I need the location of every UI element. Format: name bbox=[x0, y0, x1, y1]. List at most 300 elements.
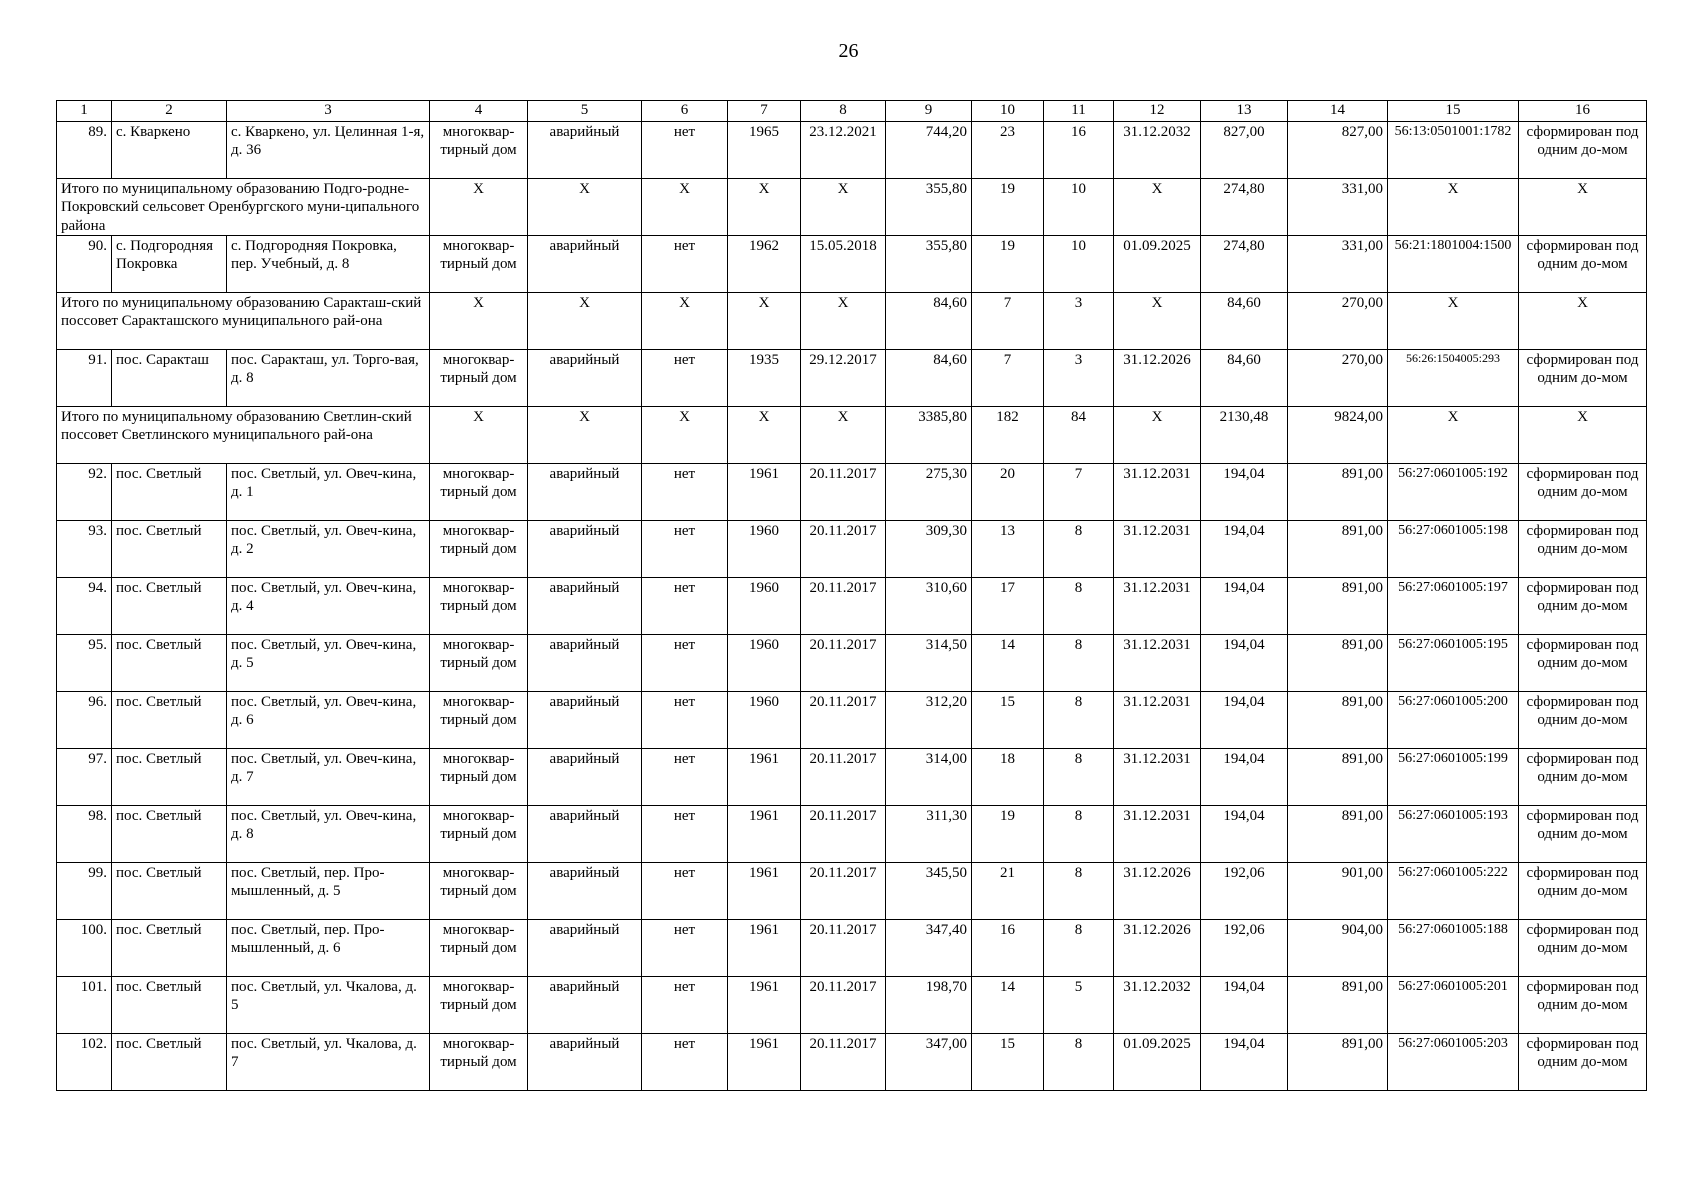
address: пос. Светлый, ул. Чкалова, д. 5 bbox=[227, 977, 430, 1034]
col6-value: нет bbox=[642, 863, 728, 920]
building-type: многоквар-тирный дом bbox=[430, 578, 528, 635]
settlement: пос. Светлый bbox=[112, 521, 227, 578]
table-row bbox=[57, 1034, 1647, 1091]
recognition-date: 15.05.2018 bbox=[801, 236, 886, 293]
col6-value: нет bbox=[642, 521, 728, 578]
area-value: 744,20 bbox=[886, 122, 972, 179]
area-value: 355,80 bbox=[886, 236, 972, 293]
subtotal-area: 355,80 bbox=[886, 179, 972, 236]
units-count: 7 bbox=[1044, 464, 1114, 521]
table-row bbox=[57, 806, 1647, 863]
cadastral-number: 56:27:0601005:188 bbox=[1388, 920, 1519, 977]
area-value: 345,50 bbox=[886, 863, 972, 920]
recognition-date: 20.11.2017 bbox=[801, 806, 886, 863]
recognition-date: 20.11.2017 bbox=[801, 635, 886, 692]
subtotal-residents: 7 bbox=[972, 293, 1044, 350]
col13-value: 194,04 bbox=[1201, 1034, 1288, 1091]
cell-x: Х bbox=[1114, 179, 1201, 236]
settlement: пос. Светлый bbox=[112, 578, 227, 635]
table-row bbox=[57, 122, 1647, 179]
cadastral-number: 56:27:0601005:201 bbox=[1388, 977, 1519, 1034]
build-year: 1960 bbox=[728, 521, 801, 578]
building-type: многоквар-тирный дом bbox=[430, 806, 528, 863]
col13-value: 194,04 bbox=[1201, 749, 1288, 806]
residents-count: 16 bbox=[972, 920, 1044, 977]
planned-date: 31.12.2026 bbox=[1114, 920, 1201, 977]
col6-value: нет bbox=[642, 749, 728, 806]
cadastral-number: 56:27:0601005:203 bbox=[1388, 1034, 1519, 1091]
row-number: 96. bbox=[57, 692, 112, 749]
cadastral-number: 56:27:0601005:197 bbox=[1388, 578, 1519, 635]
col6-value: нет bbox=[642, 1034, 728, 1091]
condition-status: аварийный bbox=[528, 122, 642, 179]
land-status: сформирован под одним до-мом bbox=[1519, 350, 1647, 407]
column-header: 16 bbox=[1519, 101, 1647, 122]
cell-x: Х bbox=[1519, 179, 1647, 236]
row-number: 90. bbox=[57, 236, 112, 293]
planned-date: 31.12.2031 bbox=[1114, 692, 1201, 749]
col6-value: нет bbox=[642, 920, 728, 977]
recognition-date: 20.11.2017 bbox=[801, 1034, 886, 1091]
address: пос. Светлый, пер. Про-мышленный, д. 5 bbox=[227, 863, 430, 920]
recognition-date: 20.11.2017 bbox=[801, 521, 886, 578]
units-count: 8 bbox=[1044, 521, 1114, 578]
cell-x: Х bbox=[642, 407, 728, 464]
build-year: 1961 bbox=[728, 749, 801, 806]
building-type: многоквар-тирный дом bbox=[430, 863, 528, 920]
planned-date: 01.09.2025 bbox=[1114, 236, 1201, 293]
column-header: 7 bbox=[728, 101, 801, 122]
planned-date: 01.09.2025 bbox=[1114, 1034, 1201, 1091]
residents-count: 19 bbox=[972, 806, 1044, 863]
residents-count: 15 bbox=[972, 1034, 1044, 1091]
col13-value: 194,04 bbox=[1201, 635, 1288, 692]
table-row bbox=[57, 464, 1647, 521]
planned-date: 31.12.2031 bbox=[1114, 635, 1201, 692]
row-number: 98. bbox=[57, 806, 112, 863]
col14-value: 270,00 bbox=[1288, 350, 1388, 407]
settlement: с. Кваркено bbox=[112, 122, 227, 179]
area-value: 275,30 bbox=[886, 464, 972, 521]
building-type: многоквар-тирный дом bbox=[430, 1034, 528, 1091]
condition-status: аварийный bbox=[528, 749, 642, 806]
condition-status: аварийный bbox=[528, 236, 642, 293]
subtotal-row bbox=[57, 407, 1647, 464]
recognition-date: 20.11.2017 bbox=[801, 692, 886, 749]
condition-status: аварийный bbox=[528, 350, 642, 407]
col14-value: 891,00 bbox=[1288, 521, 1388, 578]
cell-x: Х bbox=[801, 293, 886, 350]
subtotal-residents: 182 bbox=[972, 407, 1044, 464]
address: пос. Светлый, ул. Овеч-кина, д. 1 bbox=[227, 464, 430, 521]
condition-status: аварийный bbox=[528, 920, 642, 977]
row-number: 101. bbox=[57, 977, 112, 1034]
cadastral-number: 56:26:1504005:293 bbox=[1388, 350, 1519, 407]
address: пос. Светлый, ул. Чкалова, д. 7 bbox=[227, 1034, 430, 1091]
address: пос. Светлый, ул. Овеч-кина, д. 5 bbox=[227, 635, 430, 692]
build-year: 1960 bbox=[728, 635, 801, 692]
subtotal-row bbox=[57, 179, 1647, 236]
table-row bbox=[57, 863, 1647, 920]
row-number: 102. bbox=[57, 1034, 112, 1091]
land-status: сформирован под одним до-мом bbox=[1519, 692, 1647, 749]
condition-status: аварийный bbox=[528, 692, 642, 749]
column-header: 9 bbox=[886, 101, 972, 122]
col13-value: 194,04 bbox=[1201, 521, 1288, 578]
col14-value: 891,00 bbox=[1288, 806, 1388, 863]
col13-value: 194,04 bbox=[1201, 692, 1288, 749]
recognition-date: 20.11.2017 bbox=[801, 863, 886, 920]
column-header: 8 bbox=[801, 101, 886, 122]
cell-x: Х bbox=[801, 407, 886, 464]
residents-count: 20 bbox=[972, 464, 1044, 521]
build-year: 1960 bbox=[728, 692, 801, 749]
residents-count: 14 bbox=[972, 635, 1044, 692]
col13-value: 192,06 bbox=[1201, 863, 1288, 920]
condition-status: аварийный bbox=[528, 578, 642, 635]
column-number-row bbox=[57, 101, 1647, 122]
condition-status: аварийный bbox=[528, 635, 642, 692]
residents-count: 17 bbox=[972, 578, 1044, 635]
column-header: 1 bbox=[57, 101, 112, 122]
build-year: 1961 bbox=[728, 464, 801, 521]
condition-status: аварийный bbox=[528, 977, 642, 1034]
settlement: пос. Светлый bbox=[112, 692, 227, 749]
col14-value: 901,00 bbox=[1288, 863, 1388, 920]
col6-value: нет bbox=[642, 977, 728, 1034]
table-row bbox=[57, 350, 1647, 407]
cell-x: Х bbox=[1114, 407, 1201, 464]
land-status: сформирован под одним до-мом bbox=[1519, 464, 1647, 521]
subtotal-label: Итого по муниципальному образованию Подго-родне-Покровский сельсовет Оренбургского муни-ципального района bbox=[57, 179, 430, 236]
cell-x: Х bbox=[1388, 407, 1519, 464]
col14-value: 891,00 bbox=[1288, 578, 1388, 635]
units-count: 3 bbox=[1044, 350, 1114, 407]
area-value: 311,30 bbox=[886, 806, 972, 863]
planned-date: 31.12.2032 bbox=[1114, 977, 1201, 1034]
subtotal-col13: 84,60 bbox=[1201, 293, 1288, 350]
row-number: 94. bbox=[57, 578, 112, 635]
col13-value: 274,80 bbox=[1201, 236, 1288, 293]
column-header: 14 bbox=[1288, 101, 1388, 122]
planned-date: 31.12.2031 bbox=[1114, 578, 1201, 635]
cell-x: Х bbox=[528, 407, 642, 464]
subtotal-col13: 2130,48 bbox=[1201, 407, 1288, 464]
subtotal-area: 84,60 bbox=[886, 293, 972, 350]
cell-x: Х bbox=[430, 293, 528, 350]
row-number: 89. bbox=[57, 122, 112, 179]
row-number: 92. bbox=[57, 464, 112, 521]
settlement: пос. Светлый bbox=[112, 464, 227, 521]
land-status: сформирован под одним до-мом bbox=[1519, 863, 1647, 920]
planned-date: 31.12.2026 bbox=[1114, 350, 1201, 407]
units-count: 8 bbox=[1044, 806, 1114, 863]
table-row bbox=[57, 692, 1647, 749]
subtotal-units: 84 bbox=[1044, 407, 1114, 464]
cell-x: Х bbox=[1519, 293, 1647, 350]
area-value: 347,00 bbox=[886, 1034, 972, 1091]
area-value: 84,60 bbox=[886, 350, 972, 407]
cell-x: Х bbox=[1114, 293, 1201, 350]
settlement: пос. Светлый bbox=[112, 977, 227, 1034]
cell-x: Х bbox=[728, 293, 801, 350]
cadastral-number: 56:27:0601005:193 bbox=[1388, 806, 1519, 863]
residents-count: 13 bbox=[972, 521, 1044, 578]
residents-count: 18 bbox=[972, 749, 1044, 806]
col13-value: 827,00 bbox=[1201, 122, 1288, 179]
col13-value: 194,04 bbox=[1201, 977, 1288, 1034]
cell-x: Х bbox=[728, 179, 801, 236]
units-count: 8 bbox=[1044, 692, 1114, 749]
col6-value: нет bbox=[642, 692, 728, 749]
recognition-date: 20.11.2017 bbox=[801, 578, 886, 635]
page-number: 26 bbox=[838, 40, 859, 62]
cell-x: Х bbox=[801, 179, 886, 236]
cell-x: Х bbox=[528, 293, 642, 350]
row-number: 99. bbox=[57, 863, 112, 920]
cadastral-number: 56:13:0501001:1782 bbox=[1388, 122, 1519, 179]
land-status: сформирован под одним до-мом bbox=[1519, 521, 1647, 578]
row-number: 93. bbox=[57, 521, 112, 578]
table-row bbox=[57, 749, 1647, 806]
build-year: 1961 bbox=[728, 863, 801, 920]
cadastral-number: 56:27:0601005:199 bbox=[1388, 749, 1519, 806]
subtotal-col14: 270,00 bbox=[1288, 293, 1388, 350]
column-header: 5 bbox=[528, 101, 642, 122]
address: с. Подгородняя Покровка, пер. Учебный, д. 8 bbox=[227, 236, 430, 293]
planned-date: 31.12.2031 bbox=[1114, 464, 1201, 521]
land-status: сформирован под одним до-мом bbox=[1519, 749, 1647, 806]
subtotal-label: Итого по муниципальному образованию Светлин-ский поссовет Светлинского муниципального рай-она bbox=[57, 407, 430, 464]
subtotal-col14: 331,00 bbox=[1288, 179, 1388, 236]
address: пос. Светлый, ул. Овеч-кина, д. 7 bbox=[227, 749, 430, 806]
build-year: 1935 bbox=[728, 350, 801, 407]
settlement: пос. Светлый bbox=[112, 749, 227, 806]
condition-status: аварийный bbox=[528, 806, 642, 863]
address: пос. Светлый, пер. Про-мышленный, д. 6 bbox=[227, 920, 430, 977]
build-year: 1961 bbox=[728, 1034, 801, 1091]
col6-value: нет bbox=[642, 350, 728, 407]
planned-date: 31.12.2031 bbox=[1114, 806, 1201, 863]
land-status: сформирован под одним до-мом bbox=[1519, 635, 1647, 692]
build-year: 1961 bbox=[728, 806, 801, 863]
build-year: 1965 bbox=[728, 122, 801, 179]
build-year: 1961 bbox=[728, 920, 801, 977]
area-value: 198,70 bbox=[886, 977, 972, 1034]
col6-value: нет bbox=[642, 464, 728, 521]
row-number: 91. bbox=[57, 350, 112, 407]
units-count: 10 bbox=[1044, 236, 1114, 293]
cell-x: Х bbox=[642, 293, 728, 350]
column-header: 3 bbox=[227, 101, 430, 122]
cadastral-number: 56:27:0601005:222 bbox=[1388, 863, 1519, 920]
units-count: 8 bbox=[1044, 635, 1114, 692]
land-status: сформирован под одним до-мом bbox=[1519, 920, 1647, 977]
row-number: 95. bbox=[57, 635, 112, 692]
residents-count: 14 bbox=[972, 977, 1044, 1034]
cell-x: Х bbox=[430, 407, 528, 464]
recognition-date: 20.11.2017 bbox=[801, 464, 886, 521]
column-header: 13 bbox=[1201, 101, 1288, 122]
residents-count: 21 bbox=[972, 863, 1044, 920]
planned-date: 31.12.2032 bbox=[1114, 122, 1201, 179]
register-table bbox=[56, 100, 1647, 1091]
col6-value: нет bbox=[642, 122, 728, 179]
table-row bbox=[57, 521, 1647, 578]
col13-value: 194,04 bbox=[1201, 806, 1288, 863]
settlement: пос. Светлый bbox=[112, 1034, 227, 1091]
building-type: многоквар-тирный дом bbox=[430, 920, 528, 977]
land-status: сформирован под одним до-мом bbox=[1519, 1034, 1647, 1091]
units-count: 8 bbox=[1044, 578, 1114, 635]
recognition-date: 20.11.2017 bbox=[801, 920, 886, 977]
col14-value: 891,00 bbox=[1288, 1034, 1388, 1091]
subtotal-col13: 274,80 bbox=[1201, 179, 1288, 236]
subtotal-area: 3385,80 bbox=[886, 407, 972, 464]
cell-x: Х bbox=[528, 179, 642, 236]
build-year: 1960 bbox=[728, 578, 801, 635]
address: пос. Светлый, ул. Овеч-кина, д. 4 bbox=[227, 578, 430, 635]
building-type: многоквар-тирный дом bbox=[430, 236, 528, 293]
col14-value: 891,00 bbox=[1288, 464, 1388, 521]
cell-x: Х bbox=[642, 179, 728, 236]
subtotal-units: 10 bbox=[1044, 179, 1114, 236]
address: пос. Саракташ, ул. Торго-вая, д. 8 bbox=[227, 350, 430, 407]
cell-x: Х bbox=[728, 407, 801, 464]
table-row bbox=[57, 236, 1647, 293]
units-count: 8 bbox=[1044, 920, 1114, 977]
row-number: 97. bbox=[57, 749, 112, 806]
cadastral-number: 56:21:1801004:1500 bbox=[1388, 236, 1519, 293]
land-status: сформирован под одним до-мом bbox=[1519, 806, 1647, 863]
area-value: 347,40 bbox=[886, 920, 972, 977]
address: пос. Светлый, ул. Овеч-кина, д. 6 bbox=[227, 692, 430, 749]
subtotal-units: 3 bbox=[1044, 293, 1114, 350]
residents-count: 15 bbox=[972, 692, 1044, 749]
condition-status: аварийный bbox=[528, 464, 642, 521]
col13-value: 192,06 bbox=[1201, 920, 1288, 977]
residents-count: 19 bbox=[972, 236, 1044, 293]
subtotal-col14: 9824,00 bbox=[1288, 407, 1388, 464]
col14-value: 891,00 bbox=[1288, 749, 1388, 806]
cell-x: Х bbox=[1388, 179, 1519, 236]
area-value: 314,50 bbox=[886, 635, 972, 692]
land-status: сформирован под одним до-мом bbox=[1519, 578, 1647, 635]
planned-date: 31.12.2026 bbox=[1114, 863, 1201, 920]
column-header: 10 bbox=[972, 101, 1044, 122]
col13-value: 194,04 bbox=[1201, 464, 1288, 521]
build-year: 1962 bbox=[728, 236, 801, 293]
building-type: многоквар-тирный дом bbox=[430, 749, 528, 806]
row-number: 100. bbox=[57, 920, 112, 977]
settlement: пос. Светлый bbox=[112, 920, 227, 977]
cell-x: Х bbox=[430, 179, 528, 236]
col6-value: нет bbox=[642, 236, 728, 293]
address: пос. Светлый, ул. Овеч-кина, д. 2 bbox=[227, 521, 430, 578]
table-row bbox=[57, 635, 1647, 692]
table-row bbox=[57, 920, 1647, 977]
col13-value: 194,04 bbox=[1201, 578, 1288, 635]
column-header: 12 bbox=[1114, 101, 1201, 122]
col13-value: 84,60 bbox=[1201, 350, 1288, 407]
address: пос. Светлый, ул. Овеч-кина, д. 8 bbox=[227, 806, 430, 863]
subtotal-label: Итого по муниципальному образованию Саракташ-ский поссовет Саракташского муниципального рай-она bbox=[57, 293, 430, 350]
column-header: 2 bbox=[112, 101, 227, 122]
cadastral-number: 56:27:0601005:192 bbox=[1388, 464, 1519, 521]
area-value: 309,30 bbox=[886, 521, 972, 578]
column-header: 4 bbox=[430, 101, 528, 122]
building-type: многоквар-тирный дом bbox=[430, 350, 528, 407]
cell-x: Х bbox=[1519, 407, 1647, 464]
col14-value: 331,00 bbox=[1288, 236, 1388, 293]
column-header: 15 bbox=[1388, 101, 1519, 122]
recognition-date: 29.12.2017 bbox=[801, 350, 886, 407]
residents-count: 7 bbox=[972, 350, 1044, 407]
col14-value: 891,00 bbox=[1288, 692, 1388, 749]
building-type: многоквар-тирный дом bbox=[430, 977, 528, 1034]
building-type: многоквар-тирный дом bbox=[430, 122, 528, 179]
building-type: многоквар-тирный дом bbox=[430, 692, 528, 749]
subtotal-row bbox=[57, 293, 1647, 350]
col14-value: 904,00 bbox=[1288, 920, 1388, 977]
recognition-date: 20.11.2017 bbox=[801, 977, 886, 1034]
settlement: с. Подгородняя Покровка bbox=[112, 236, 227, 293]
col14-value: 827,00 bbox=[1288, 122, 1388, 179]
settlement: пос. Саракташ bbox=[112, 350, 227, 407]
residents-count: 23 bbox=[972, 122, 1044, 179]
cadastral-number: 56:27:0601005:198 bbox=[1388, 521, 1519, 578]
settlement: пос. Светлый bbox=[112, 806, 227, 863]
units-count: 8 bbox=[1044, 1034, 1114, 1091]
col6-value: нет bbox=[642, 635, 728, 692]
column-header: 11 bbox=[1044, 101, 1114, 122]
settlement: пос. Светлый bbox=[112, 863, 227, 920]
col14-value: 891,00 bbox=[1288, 977, 1388, 1034]
area-value: 314,00 bbox=[886, 749, 972, 806]
units-count: 5 bbox=[1044, 977, 1114, 1034]
land-status: сформирован под одним до-мом bbox=[1519, 977, 1647, 1034]
table-body bbox=[57, 101, 1647, 1091]
area-value: 312,20 bbox=[886, 692, 972, 749]
cadastral-number: 56:27:0601005:200 bbox=[1388, 692, 1519, 749]
land-status: сформирован под одним до-мом bbox=[1519, 122, 1647, 179]
settlement: пос. Светлый bbox=[112, 635, 227, 692]
address: с. Кваркено, ул. Целинная 1-я, д. 36 bbox=[227, 122, 430, 179]
planned-date: 31.12.2031 bbox=[1114, 521, 1201, 578]
table-row bbox=[57, 977, 1647, 1034]
area-value: 310,60 bbox=[886, 578, 972, 635]
land-status: сформирован под одним до-мом bbox=[1519, 236, 1647, 293]
condition-status: аварийный bbox=[528, 521, 642, 578]
col6-value: нет bbox=[642, 806, 728, 863]
units-count: 8 bbox=[1044, 863, 1114, 920]
recognition-date: 20.11.2017 bbox=[801, 749, 886, 806]
col6-value: нет bbox=[642, 578, 728, 635]
build-year: 1961 bbox=[728, 977, 801, 1034]
col14-value: 891,00 bbox=[1288, 635, 1388, 692]
cell-x: Х bbox=[1388, 293, 1519, 350]
planned-date: 31.12.2031 bbox=[1114, 749, 1201, 806]
units-count: 16 bbox=[1044, 122, 1114, 179]
building-type: многоквар-тирный дом bbox=[430, 464, 528, 521]
recognition-date: 23.12.2021 bbox=[801, 122, 886, 179]
condition-status: аварийный bbox=[528, 1034, 642, 1091]
condition-status: аварийный bbox=[528, 863, 642, 920]
table-row bbox=[57, 578, 1647, 635]
building-type: многоквар-тирный дом bbox=[430, 635, 528, 692]
building-type: многоквар-тирный дом bbox=[430, 521, 528, 578]
column-header: 6 bbox=[642, 101, 728, 122]
